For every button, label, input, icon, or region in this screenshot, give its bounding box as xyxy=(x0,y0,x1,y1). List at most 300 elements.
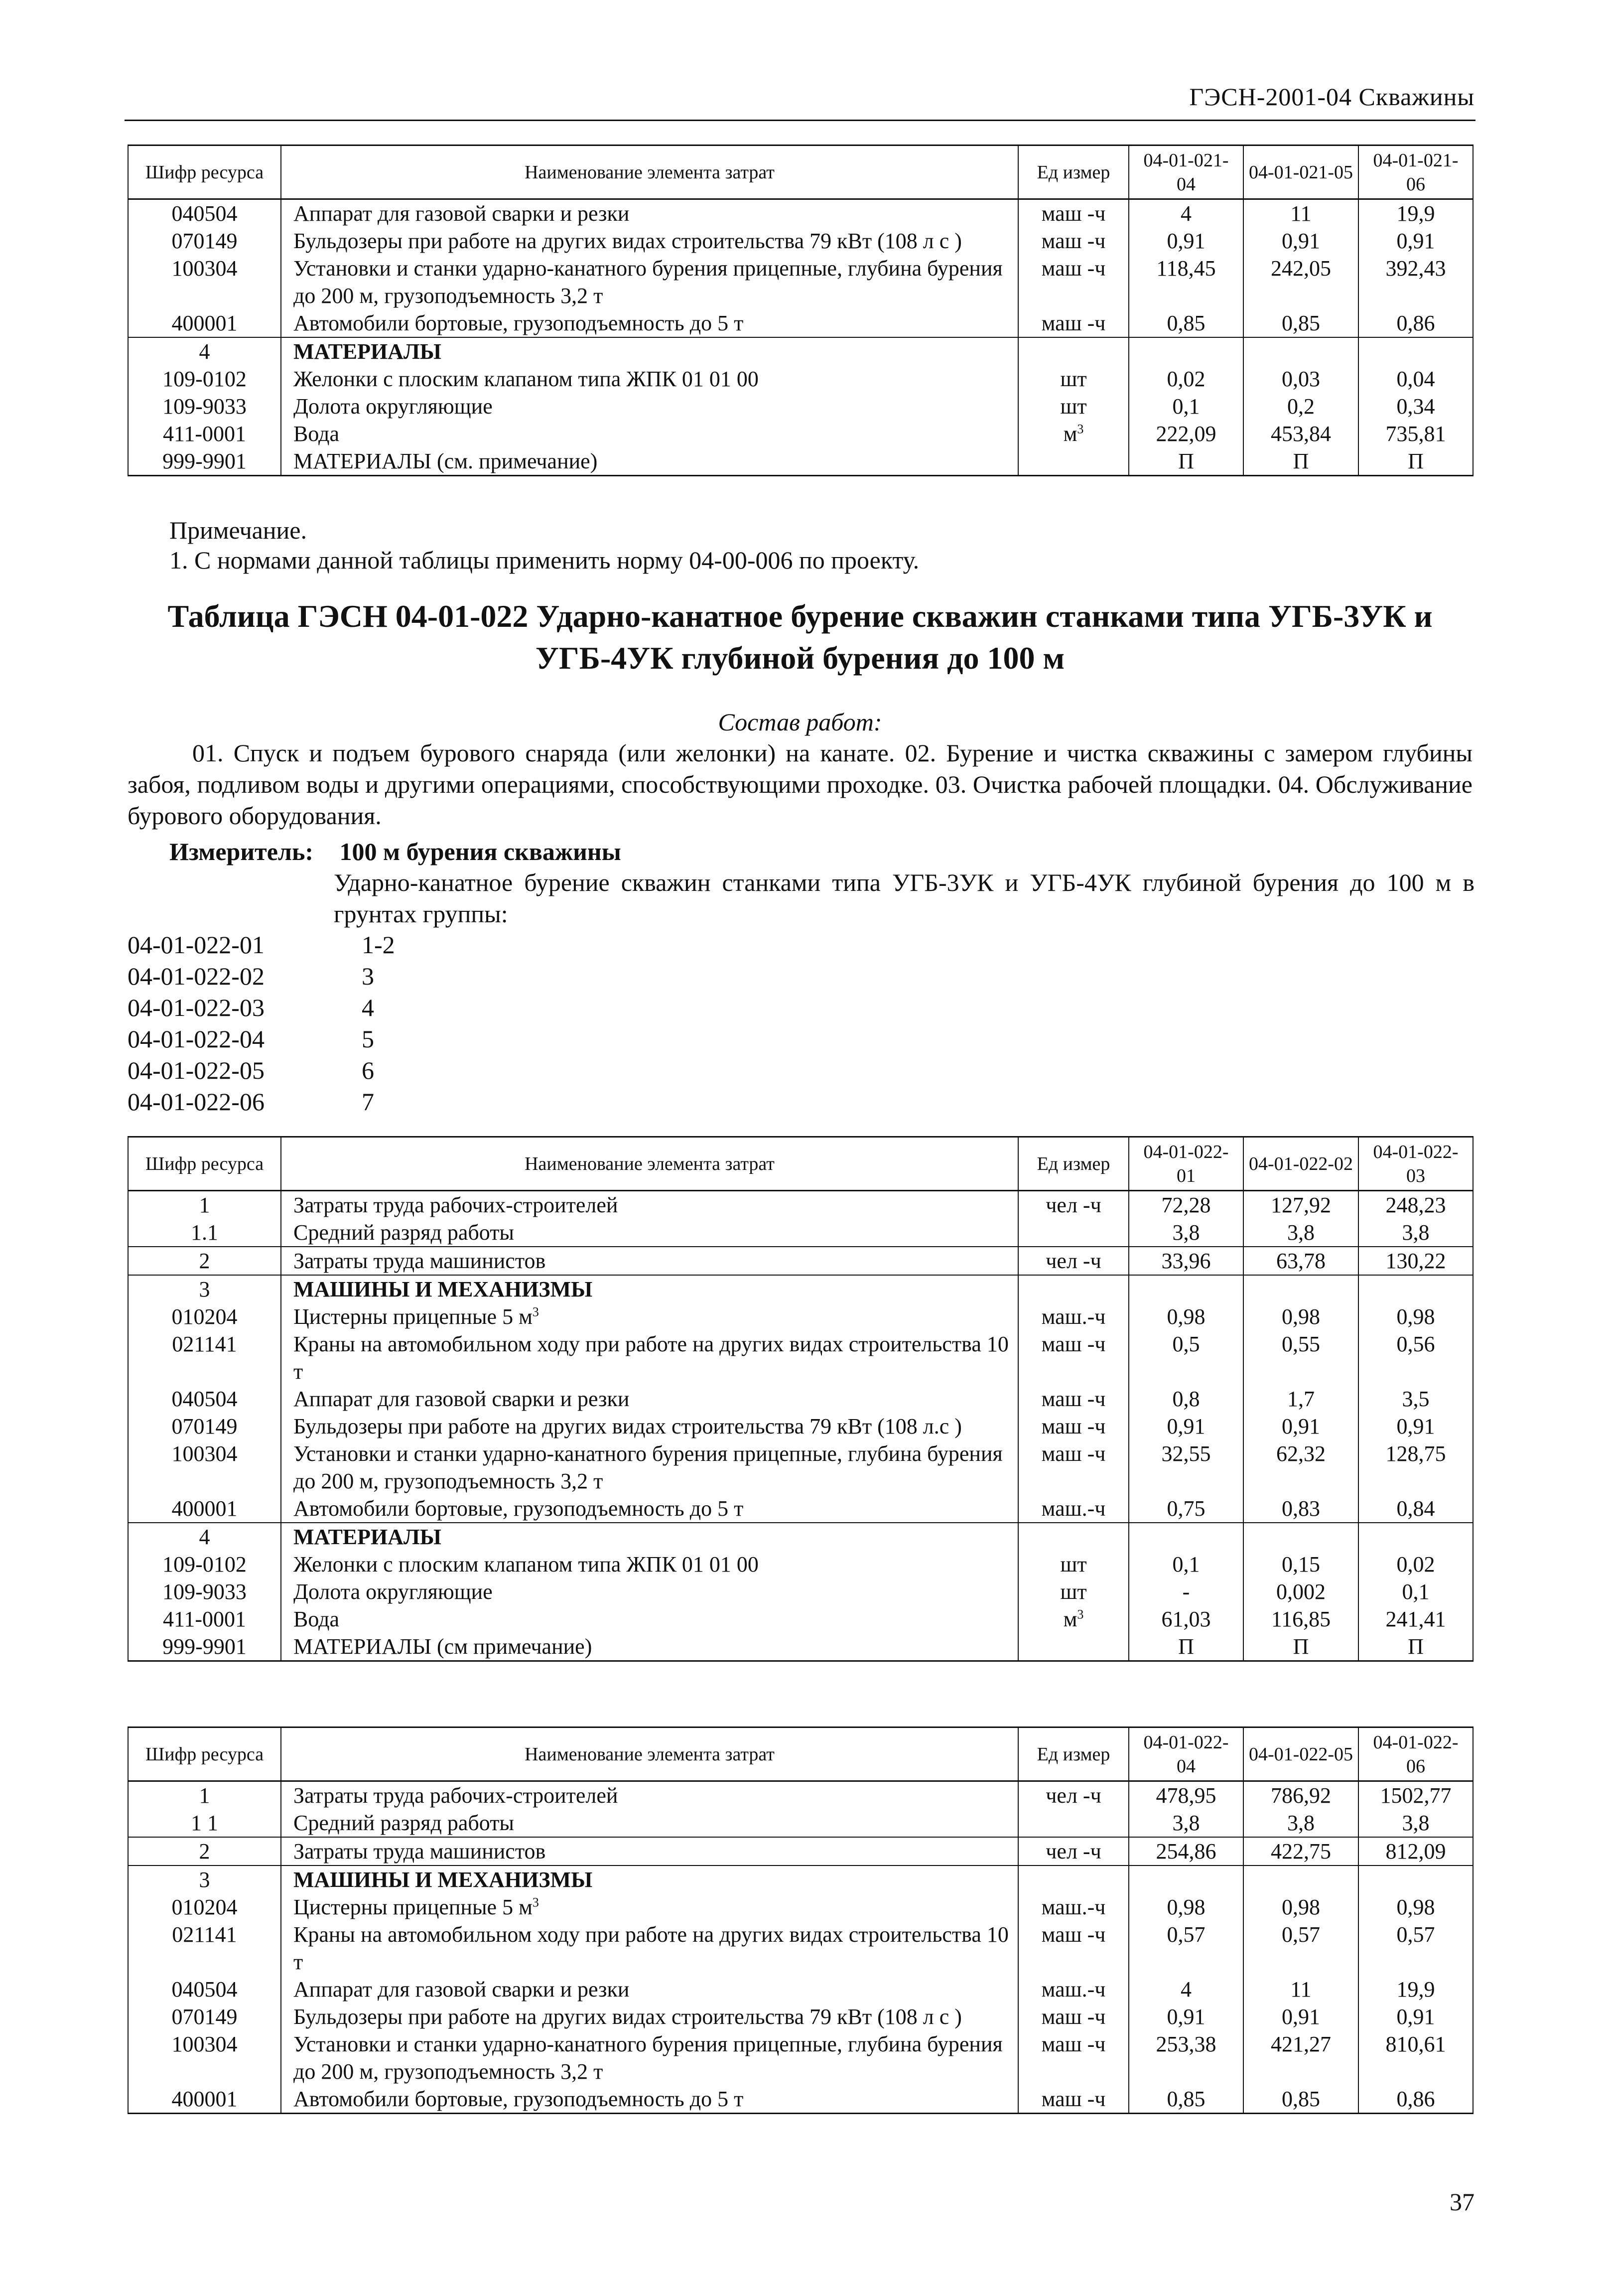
norm-value-1: 0,1 xyxy=(1129,393,1243,420)
cost-element-name: Автомобили бортовые, грузоподъемность до 5 т xyxy=(281,1495,1018,1523)
table-header-row xyxy=(128,1727,1473,1781)
unit xyxy=(1018,1633,1129,1661)
norm-value-1: 0,98 xyxy=(1129,1893,1243,1921)
norm-value-3: 0,1 xyxy=(1358,1578,1473,1605)
table-header-row xyxy=(128,1137,1473,1191)
unit: шт xyxy=(1018,1551,1129,1578)
norm-value-1: 0,1 xyxy=(1129,1551,1243,1578)
norm-value-2: 0,15 xyxy=(1243,1551,1358,1578)
unit-superscript: 3 xyxy=(1077,1607,1084,1622)
header-norm-2: 04-01-022-05 xyxy=(1243,1727,1358,1781)
norm-value-3: 3,8 xyxy=(1358,1809,1473,1837)
header-cost-element: Наименование элемента затрат xyxy=(281,1727,1018,1781)
note-text: 1. С нормами данной таблицы применить норму 04-00-006 по проекту. xyxy=(169,546,920,574)
unit: маш -ч xyxy=(1018,1413,1129,1440)
norm-value-1: 254,86 xyxy=(1129,1837,1243,1866)
resource-code: 100304 xyxy=(128,1440,281,1495)
norm-value-1: 61,03 xyxy=(1129,1605,1243,1633)
cost-element-name: Установки и станки ударно-канатного бурения прицепные, глубина бурения до 200 м, грузоподъемность 3,2 т xyxy=(281,255,1018,309)
variant-item xyxy=(128,992,395,1023)
unit xyxy=(1018,1523,1129,1551)
header-norm-2: 04-01-022-02 xyxy=(1243,1137,1358,1191)
norm-value-3: 0,84 xyxy=(1358,1495,1473,1523)
unit: шт xyxy=(1018,393,1129,420)
norm-value-2: 11 xyxy=(1243,199,1358,228)
unit xyxy=(1018,420,1129,447)
cost-element-name: Желонки с плоским клапаном типа ЖПК 01 01 00 xyxy=(281,1551,1018,1578)
section-row-materials xyxy=(128,337,1473,365)
resource-code: 400001 xyxy=(128,2085,281,2114)
resource-code: 1 1 xyxy=(128,1809,281,1837)
table-row xyxy=(128,1633,1473,1661)
norm-value-2: 63,78 xyxy=(1243,1247,1358,1275)
unit xyxy=(1018,337,1129,365)
norm-value-3: 0,86 xyxy=(1358,2085,1473,2114)
norm-value-3: 19,9 xyxy=(1358,1976,1473,2003)
norm-value-2: 0,91 xyxy=(1243,1413,1358,1440)
section-title: МАШИНЫ И МЕХАНИЗМЫ xyxy=(281,1866,1018,1893)
table-row xyxy=(128,1837,1473,1866)
resource-code: 109-0102 xyxy=(128,365,281,393)
norm-value-2: 0,2 xyxy=(1243,393,1358,420)
header-resource-code: Шифр ресурса xyxy=(128,1137,281,1191)
variants-list xyxy=(128,929,395,1118)
table-row xyxy=(128,420,1473,447)
norm-value-1: 253,38 xyxy=(1129,2030,1243,2085)
resource-code: 021141 xyxy=(128,1330,281,1385)
meter-line xyxy=(169,837,621,866)
norm-value-3: 0,02 xyxy=(1358,1551,1473,1578)
cost-element-name: Вода xyxy=(281,1605,1018,1633)
section-row-materials xyxy=(128,1523,1473,1551)
cost-element-name: Бульдозеры при работе на других видах строительства 79 кВт (108 л с ) xyxy=(281,227,1018,255)
composition-heading: Состав работ: xyxy=(718,708,882,736)
cost-element-name xyxy=(281,1303,1018,1330)
running-header: ГЭСН-2001-04 Скважины xyxy=(1189,83,1475,111)
unit-base: м xyxy=(1063,1607,1077,1631)
name-superscript: 3 xyxy=(532,1304,539,1319)
variant-code: 04-01-022-02 xyxy=(128,962,265,990)
cost-element-name: Вода xyxy=(281,420,1018,447)
table-row xyxy=(128,1809,1473,1837)
table-row xyxy=(128,2085,1473,2114)
norm-value-1: 118,45 xyxy=(1129,255,1243,309)
norm-value-2: П xyxy=(1243,447,1358,476)
unit: чел -ч xyxy=(1018,1247,1129,1275)
norm-value-2: 0,83 xyxy=(1243,1495,1358,1523)
norm-value-2: 453,84 xyxy=(1243,420,1358,447)
unit: шт xyxy=(1018,1578,1129,1605)
norm-value-1: 0,91 xyxy=(1129,227,1243,255)
norm-value-1: 3,8 xyxy=(1129,1219,1243,1247)
header-unit: Ед измер xyxy=(1018,145,1129,199)
cost-element-name: Бульдозеры при работе на других видах строительства 79 кВт (108 л.с ) xyxy=(281,1413,1018,1440)
norm-value-3: 735,81 xyxy=(1358,420,1473,447)
cost-element-name: Аппарат для газовой сварки и резки xyxy=(281,199,1018,228)
table-row xyxy=(128,1578,1473,1605)
section-row-machines xyxy=(128,1275,1473,1303)
resource-code: 109-9033 xyxy=(128,1578,281,1605)
variant-code: 04-01-022-06 xyxy=(128,1088,265,1116)
unit: маш -ч xyxy=(1018,2030,1129,2085)
header-norm-1: 04-01-021-04 xyxy=(1129,145,1243,199)
norm-value-1: П xyxy=(1129,447,1243,476)
norm-value-2: 116,85 xyxy=(1243,1605,1358,1633)
section-code: 3 xyxy=(128,1866,281,1893)
header-cost-element: Наименование элемента затрат xyxy=(281,1137,1018,1191)
section-code: 4 xyxy=(128,1523,281,1551)
table-row xyxy=(128,1303,1473,1330)
norm-value-2: 1,7 xyxy=(1243,1385,1358,1413)
resource-code: 400001 xyxy=(128,309,281,337)
norm-value-1: 478,95 xyxy=(1129,1781,1243,1810)
header-rule xyxy=(125,120,1475,121)
norm-value-1: 0,85 xyxy=(1129,2085,1243,2114)
norm-table-022-part1 xyxy=(128,1136,1474,1662)
composition-text: 01. Спуск и подъем бурового снаряда (или желонки) на канате. 02. Бурение и чистка скважины с замером глубины забоя, подливом воды и другими операциями, способствующими проходке. 03. Очистка рабочей площадки. 04. Обслуживание бурового оборудования. xyxy=(128,739,1473,830)
section-row-machines xyxy=(128,1866,1473,1893)
cost-element-name: Автомобили бортовые, грузоподъемность до 5 т xyxy=(281,309,1018,337)
header-resource-code: Шифр ресурса xyxy=(128,145,281,199)
unit: маш -ч xyxy=(1018,1440,1129,1495)
cost-element-name: Краны на автомобильном ходу при работе на других видах строительства 10 т xyxy=(281,1330,1018,1385)
cost-element-name: Затраты труда рабочих-строителей xyxy=(281,1191,1018,1219)
norm-value-2: 0,002 xyxy=(1243,1578,1358,1605)
unit-base: м xyxy=(1063,422,1077,446)
unit: маш.-ч xyxy=(1018,1976,1129,2003)
variant-soil-group: 6 xyxy=(362,1056,374,1084)
resource-code: 2 xyxy=(128,1837,281,1866)
table-row xyxy=(128,1921,1473,1976)
variant-item xyxy=(128,1023,395,1055)
table-row xyxy=(128,1893,1473,1921)
resource-code: 070149 xyxy=(128,2003,281,2030)
name-base: Цистерны прицепные 5 м xyxy=(293,1895,533,1919)
unit: маш -ч xyxy=(1018,1330,1129,1385)
section-title: МАТЕРИАЛЫ xyxy=(281,1523,1018,1551)
variant-soil-group: 7 xyxy=(362,1088,374,1116)
variant-code: 04-01-022-03 xyxy=(128,994,265,1021)
cost-element-name: Долота округляющие xyxy=(281,393,1018,420)
cost-element-name: Затраты труда машинистов xyxy=(281,1837,1018,1866)
norm-value-3 xyxy=(1358,1275,1473,1303)
resource-code: 010204 xyxy=(128,1893,281,1921)
norm-value-1: 0,98 xyxy=(1129,1303,1243,1330)
norm-value-3 xyxy=(1358,337,1473,365)
unit: маш -ч xyxy=(1018,227,1129,255)
table-row xyxy=(128,227,1473,255)
resource-code: 021141 xyxy=(128,1921,281,1976)
norm-value-1: 0,8 xyxy=(1129,1385,1243,1413)
norm-value-1: 0,85 xyxy=(1129,309,1243,337)
norm-value-2: 3,8 xyxy=(1243,1219,1358,1247)
unit: маш -ч xyxy=(1018,1385,1129,1413)
resource-code: 109-9033 xyxy=(128,393,281,420)
unit: шт xyxy=(1018,365,1129,393)
resource-code: 411-0001 xyxy=(128,420,281,447)
table-row xyxy=(128,1781,1473,1810)
norm-value-3 xyxy=(1358,1866,1473,1893)
resource-code: 040504 xyxy=(128,1976,281,2003)
table-row xyxy=(128,447,1473,476)
norm-value-2: 0,85 xyxy=(1243,2085,1358,2114)
resource-code: 040504 xyxy=(128,1385,281,1413)
cost-element-name xyxy=(281,1893,1018,1921)
resource-code: 999-9901 xyxy=(128,1633,281,1661)
header-norm-1: 04-01-022-04 xyxy=(1129,1727,1243,1781)
section-code: 4 xyxy=(128,337,281,365)
resource-code: 100304 xyxy=(128,255,281,309)
unit: маш.-ч xyxy=(1018,1303,1129,1330)
unit: маш.-ч xyxy=(1018,1893,1129,1921)
unit: маш.-ч xyxy=(1018,1495,1129,1523)
norm-value-1: 222,09 xyxy=(1129,420,1243,447)
variant-code: 04-01-022-04 xyxy=(128,1025,265,1053)
norm-value-2: 242,05 xyxy=(1243,255,1358,309)
table-row xyxy=(128,1330,1473,1385)
unit: маш -ч xyxy=(1018,2003,1129,2030)
header-norm-3: 04-01-022-06 xyxy=(1358,1727,1473,1781)
unit: маш -ч xyxy=(1018,255,1129,309)
resource-code: 999-9901 xyxy=(128,447,281,476)
unit xyxy=(1018,1809,1129,1837)
unit: маш -ч xyxy=(1018,1921,1129,1976)
norm-value-3: 0,34 xyxy=(1358,393,1473,420)
cost-element-name: Аппарат для газовой сварки и резки xyxy=(281,1976,1018,2003)
table-row xyxy=(128,1551,1473,1578)
norm-value-3: 241,41 xyxy=(1358,1605,1473,1633)
norm-value-1: 4 xyxy=(1129,1976,1243,2003)
norm-value-1: 32,55 xyxy=(1129,1440,1243,1495)
norm-value-2: 0,03 xyxy=(1243,365,1358,393)
norm-value-2: 422,75 xyxy=(1243,1837,1358,1866)
header-norm-3: 04-01-022-03 xyxy=(1358,1137,1473,1191)
header-cost-element: Наименование элемента затрат xyxy=(281,145,1018,199)
resource-code: 040504 xyxy=(128,199,281,228)
norm-value-3: 0,86 xyxy=(1358,309,1473,337)
norm-value-1: 33,96 xyxy=(1129,1247,1243,1275)
norm-value-2: П xyxy=(1243,1633,1358,1661)
cost-element-name: Аппарат для газовой сварки и резки xyxy=(281,1385,1018,1413)
unit xyxy=(1018,1219,1129,1247)
table-row xyxy=(128,2030,1473,2085)
norm-value-2 xyxy=(1243,1866,1358,1893)
resource-code: 109-0102 xyxy=(128,1551,281,1578)
header-norm-1: 04-01-022-01 xyxy=(1129,1137,1243,1191)
unit: чел -ч xyxy=(1018,1191,1129,1219)
norm-value-3: 0,56 xyxy=(1358,1330,1473,1385)
norm-value-3 xyxy=(1358,1523,1473,1551)
cost-element-name: МАТЕРИАЛЫ (см. примечание) xyxy=(281,447,1018,476)
norm-value-2: 786,92 xyxy=(1243,1781,1358,1810)
norm-value-2: 0,85 xyxy=(1243,309,1358,337)
norm-value-1: 0,5 xyxy=(1129,1330,1243,1385)
meter-value: 100 м бурения скважины xyxy=(339,838,621,865)
norm-value-2: 421,27 xyxy=(1243,2030,1358,2085)
variant-item xyxy=(128,1086,395,1118)
unit: маш -ч xyxy=(1018,2085,1129,2114)
norm-value-3: 248,23 xyxy=(1358,1191,1473,1219)
variant-soil-group: 5 xyxy=(362,1025,374,1053)
table-row xyxy=(128,1385,1473,1413)
table-row xyxy=(128,1413,1473,1440)
table-row xyxy=(128,199,1473,228)
norm-value-3: 0,91 xyxy=(1358,1413,1473,1440)
header-unit: Ед измер xyxy=(1018,1137,1129,1191)
norm-value-3: 0,98 xyxy=(1358,1303,1473,1330)
cost-element-name: Затраты труда рабочих-строителей xyxy=(281,1781,1018,1810)
resource-code: 1.1 xyxy=(128,1219,281,1247)
header-unit: Ед измер xyxy=(1018,1727,1129,1781)
norm-value-3: 130,22 xyxy=(1358,1247,1473,1275)
norm-value-3: 812,09 xyxy=(1358,1837,1473,1866)
norm-value-3: 128,75 xyxy=(1358,1440,1473,1495)
norm-value-1: 0,02 xyxy=(1129,365,1243,393)
section-code: 3 xyxy=(128,1275,281,1303)
norm-value-1: 0,57 xyxy=(1129,1921,1243,1976)
unit: маш -ч xyxy=(1018,199,1129,228)
norm-value-3: П xyxy=(1358,447,1473,476)
norm-value-3: 810,61 xyxy=(1358,2030,1473,2085)
norm-value-2: 0,91 xyxy=(1243,227,1358,255)
table-row xyxy=(128,1440,1473,1495)
norm-value-3: 1502,77 xyxy=(1358,1781,1473,1810)
cost-element-name: Краны на автомобильном ходу при работе на других видах строительства 10 т xyxy=(281,1921,1018,1976)
table-row xyxy=(128,2003,1473,2030)
unit: чел -ч xyxy=(1018,1837,1129,1866)
resource-code: 1 xyxy=(128,1191,281,1219)
resource-code: 411-0001 xyxy=(128,1605,281,1633)
norm-value-3: 0,91 xyxy=(1358,2003,1473,2030)
resource-code: 2 xyxy=(128,1247,281,1275)
section-title: МАШИНЫ И МЕХАНИЗМЫ xyxy=(281,1275,1018,1303)
norm-value-1: 4 xyxy=(1129,199,1243,228)
variants-description: Ударно-канатное бурение скважин станками типа УГБ-3УК и УГБ-4УК глубиной бурения до 100 м в грунтах группы: xyxy=(334,868,1475,928)
resource-code: 400001 xyxy=(128,1495,281,1523)
norm-value-1 xyxy=(1129,337,1243,365)
name-superscript: 3 xyxy=(532,1895,539,1910)
table-row xyxy=(128,255,1473,309)
variant-soil-group: 3 xyxy=(362,962,374,990)
table-row xyxy=(128,1976,1473,2003)
table-row xyxy=(128,393,1473,420)
norm-value-3: 0,91 xyxy=(1358,227,1473,255)
norm-value-2: 0,98 xyxy=(1243,1893,1358,1921)
norm-value-3: 19,9 xyxy=(1358,199,1473,228)
variant-item xyxy=(128,1055,395,1086)
resource-code: 070149 xyxy=(128,227,281,255)
table-row xyxy=(128,1191,1473,1219)
cost-element-name: Средний разряд работы xyxy=(281,1219,1018,1247)
unit-superscript: 3 xyxy=(1077,422,1084,436)
table-row xyxy=(128,1605,1473,1633)
resource-code: 070149 xyxy=(128,1413,281,1440)
norm-value-2: 0,91 xyxy=(1243,2003,1358,2030)
cost-element-name: Бульдозеры при работе на других видах строительства 79 кВт (108 л с ) xyxy=(281,2003,1018,2030)
unit xyxy=(1018,447,1129,476)
unit xyxy=(1018,1866,1129,1893)
norm-value-3: 3,8 xyxy=(1358,1219,1473,1247)
cost-element-name: Автомобили бортовые, грузоподъемность до 5 т xyxy=(281,2085,1018,2114)
variant-item xyxy=(128,929,395,961)
header-norm-2: 04-01-021-05 xyxy=(1243,145,1358,199)
cost-element-name: Установки и станки ударно-канатного бурения прицепные, глубина бурения до 200 м, грузоподъемность 3,2 т xyxy=(281,1440,1018,1495)
cost-element-name: МАТЕРИАЛЫ (см примечание) xyxy=(281,1633,1018,1661)
header-norm-3: 04-01-021-06 xyxy=(1358,145,1473,199)
norm-value-2 xyxy=(1243,337,1358,365)
variant-code: 04-01-022-01 xyxy=(128,931,265,959)
norm-value-2: 127,92 xyxy=(1243,1191,1358,1219)
table-row xyxy=(128,365,1473,393)
table-row xyxy=(128,1219,1473,1247)
unit: чел -ч xyxy=(1018,1781,1129,1810)
norm-value-1 xyxy=(1129,1275,1243,1303)
norm-value-1: 3,8 xyxy=(1129,1809,1243,1837)
norm-value-2: 0,57 xyxy=(1243,1921,1358,1976)
table-row xyxy=(128,309,1473,337)
header-resource-code: Шифр ресурса xyxy=(128,1727,281,1781)
variant-soil-group: 4 xyxy=(362,994,374,1021)
norm-value-2: 3,8 xyxy=(1243,1809,1358,1837)
norm-table-021-continued xyxy=(128,144,1474,476)
resource-code: 100304 xyxy=(128,2030,281,2085)
meter-label: Измеритель: xyxy=(169,838,314,865)
norm-value-2: 0,98 xyxy=(1243,1303,1358,1330)
norm-value-3: 392,43 xyxy=(1358,255,1473,309)
norm-value-1: П xyxy=(1129,1633,1243,1661)
variant-item xyxy=(128,961,395,992)
norm-value-1: - xyxy=(1129,1578,1243,1605)
norm-value-3: 0,04 xyxy=(1358,365,1473,393)
section-title: Таблица ГЭСН 04-01-022 Ударно-канатное бурение скважин станками типа УГБ-3УК и УГБ-4УК глубиной бурения до 100 м xyxy=(167,598,1433,676)
variant-code: 04-01-022-05 xyxy=(128,1056,265,1084)
resource-code: 1 xyxy=(128,1781,281,1810)
cost-element-name: Затраты труда машинистов xyxy=(281,1247,1018,1275)
norm-value-3: 0,98 xyxy=(1358,1893,1473,1921)
table-row xyxy=(128,1247,1473,1275)
table-row xyxy=(128,1495,1473,1523)
norm-value-2 xyxy=(1243,1523,1358,1551)
cost-element-name: Желонки с плоским клапаном типа ЖПК 01 01 00 xyxy=(281,365,1018,393)
norm-value-1: 0,91 xyxy=(1129,2003,1243,2030)
unit xyxy=(1018,1275,1129,1303)
norm-value-2 xyxy=(1243,1275,1358,1303)
norm-value-3: 3,5 xyxy=(1358,1385,1473,1413)
norm-value-1: 0,91 xyxy=(1129,1413,1243,1440)
norm-value-2: 62,32 xyxy=(1243,1440,1358,1495)
norm-value-2: 11 xyxy=(1243,1976,1358,2003)
table-header-row xyxy=(128,145,1473,199)
section-title: МАТЕРИАЛЫ xyxy=(281,337,1018,365)
note-title: Примечание. xyxy=(169,516,307,544)
variant-soil-group: 1-2 xyxy=(362,931,395,959)
norm-value-2: 0,55 xyxy=(1243,1330,1358,1385)
norm-value-1: 0,75 xyxy=(1129,1495,1243,1523)
unit: маш -ч xyxy=(1018,309,1129,337)
norm-value-1: 72,28 xyxy=(1129,1191,1243,1219)
norm-table-022-part2 xyxy=(128,1726,1474,2114)
cost-element-name: Средний разряд работы xyxy=(281,1809,1018,1837)
resource-code: 010204 xyxy=(128,1303,281,1330)
norm-value-1 xyxy=(1129,1523,1243,1551)
unit xyxy=(1018,1605,1129,1633)
cost-element-name: Долота округляющие xyxy=(281,1578,1018,1605)
norm-value-3: 0,57 xyxy=(1358,1921,1473,1976)
page-number: 37 xyxy=(1450,2188,1475,2216)
name-base: Цистерны прицепные 5 м xyxy=(293,1304,533,1329)
norm-value-3: П xyxy=(1358,1633,1473,1661)
cost-element-name: Установки и станки ударно-канатного бурения прицепные, глубина бурения до 200 м, грузоподъемность 3,2 т xyxy=(281,2030,1018,2085)
